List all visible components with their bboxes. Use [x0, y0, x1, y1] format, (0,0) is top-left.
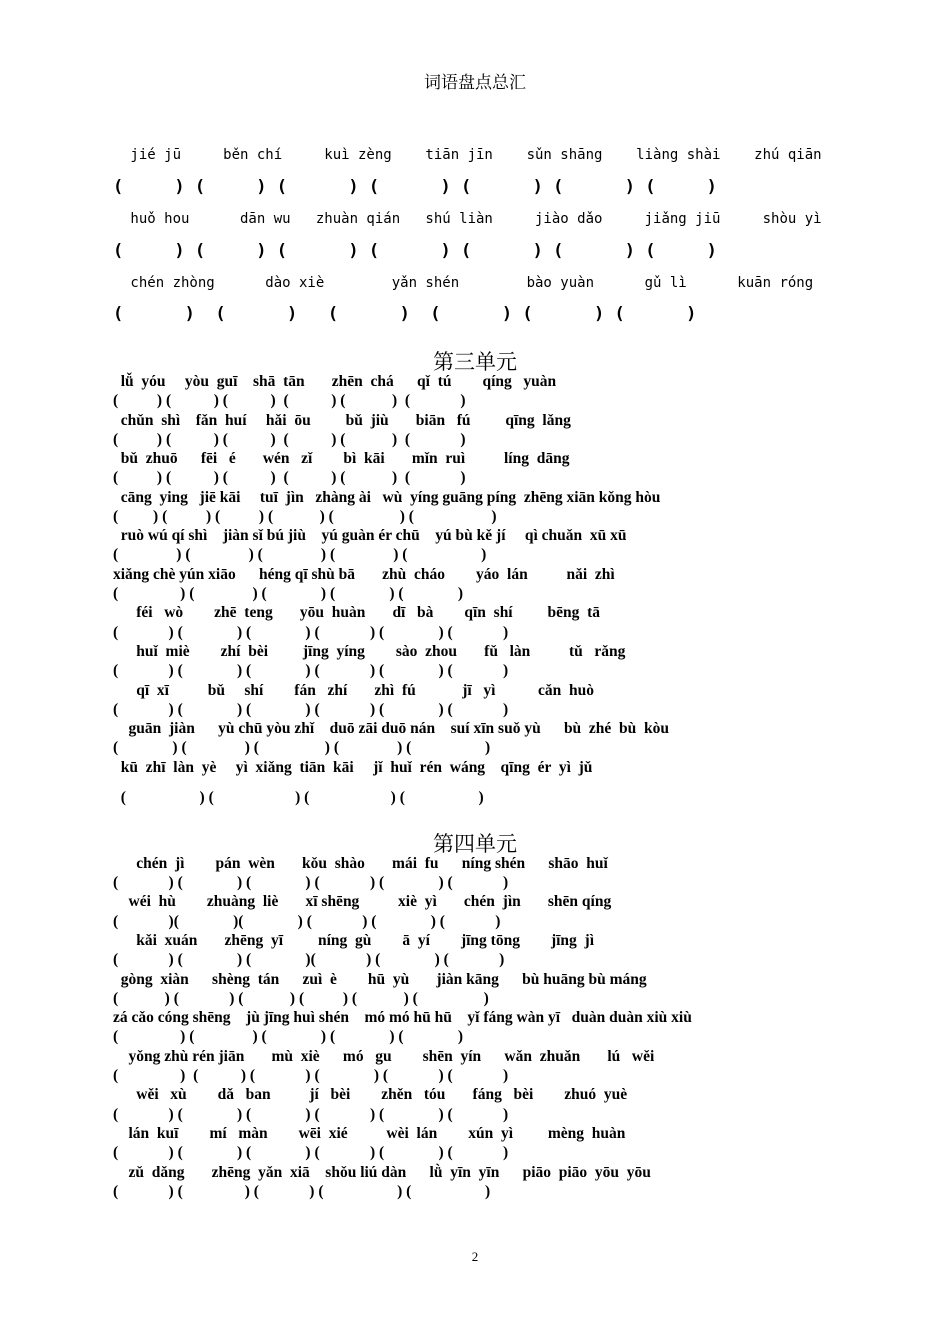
pinyin-line: féi wò zhē teng yōu huàn dī bà qīn shí bēng tā: [113, 604, 601, 621]
pinyin-line: wéi hù zhuàng liè xī shēng xiè yì chén jìn shēn qíng: [113, 893, 612, 910]
answer-brackets-line: ( ) ( ) ( ) ( ): [113, 789, 484, 806]
answer-brackets-line: ( ) ( ) ( ) ( ) ( ) ( ): [113, 662, 509, 679]
answer-brackets-line: ( ) ( ) ( ) ( ) ( ) ( ) ( ): [113, 177, 717, 197]
answer-brackets-line: ( ) ( ) ( ) ( ) ( ) ( ): [113, 624, 509, 641]
pinyin-line: huǐ miè zhí bèi jīng yíng sào zhou fǔ làn tǔ rǎng: [113, 643, 626, 660]
pinyin-line: ruò wú qí shì jiàn sǐ bú jiù yú guàn ér chū yú bù kě jí qì chuǎn xū xū: [113, 527, 627, 544]
answer-brackets-line: ( )( )( ) ( ) ( ) ( ): [113, 913, 501, 930]
pinyin-line: yǒng zhù rén jiān mù xiè mó gu shēn yín wǎn zhuǎn lú wěi: [113, 1048, 655, 1065]
pinyin-line: cāng ying jiē kāi tuī jìn zhàng ài wù yíng guāng píng zhēng xiān kǒng hòu: [113, 489, 661, 506]
answer-brackets-line: ( ) ( ) ( ) ( ) ( ): [113, 1028, 463, 1045]
pinyin-line: lǚ yóu yòu guī shā tān zhēn chá qǐ tú qíng yuàn: [113, 373, 557, 390]
answer-brackets-line: ( ) ( ) ( ) ( ) ( ): [113, 739, 491, 756]
pinyin-line: gòng xiàn shèng tán zuì è hū yù jiàn kāng bù huāng bù máng: [113, 971, 647, 988]
pinyin-line: qī xī bǔ shí fán zhí zhì fú jī yì cǎn huò: [113, 682, 594, 699]
answer-brackets-line: ( ) ( ) ( ) ( ) ( ): [113, 585, 463, 602]
answer-brackets-line: ( ) ( ) ( ) ( ) ( ) ( ): [113, 874, 509, 891]
pinyin-line: wěi xù dǎ ban jí bèi zhěn tóu fáng bèi zhuó yuè: [113, 1086, 628, 1103]
answer-brackets-line: ( ) ( ) ( ) ( ) ( ) ( ): [113, 508, 497, 525]
pinyin-line: xiǎng chè yún xiāo héng qī shù bā zhù cháo yáo lán nǎi zhì: [113, 566, 615, 583]
answer-brackets-line: ( ) ( ) ( ) ( ) ( ) ( ): [113, 431, 466, 448]
answer-brackets-line: ( ) ( ) ( ) ( ) ( ) ( ): [113, 304, 697, 324]
answer-brackets-line: ( ) ( ) ( ) ( ) ( ): [113, 546, 487, 563]
pinyin-line: kū zhī làn yè yì xiǎng tiān kāi jǐ huǐ rén wáng qīng ér yì jǔ: [113, 759, 593, 776]
pinyin-line: kǎi xuán zhēng yī níng gù ā yí jīng tōng jīng jì: [113, 932, 594, 949]
answer-brackets-line: ( ) ( ) ( ) ( ) ( ) ( ): [113, 1106, 509, 1123]
answer-brackets-line: ( ) ( ) ( ) ( ) ( ) ( ): [113, 469, 466, 486]
answer-brackets-line: ( ) ( ) ( )( ) ( ) ( ): [113, 951, 505, 968]
answer-brackets-line: ( ) ( ) ( ) ( ) ( ) ( ) ( ): [113, 241, 717, 261]
answer-brackets-line: ( ) ( ) ( ) ( ) ( ) ( ): [113, 1144, 509, 1161]
pinyin-line: huǒ hou dān wu zhuàn qián shú liàn jiào dǎo jiǎng jiū shòu yì: [122, 211, 822, 227]
answer-brackets-line: ( ) ( ) ( ) ( ) ( ) ( ): [113, 1067, 509, 1084]
pinyin-line: zǔ dǎng zhēng yǎn xiā shǒu liú dàn lǜ yīn yīn piāo piāo yōu yōu: [113, 1164, 651, 1181]
pinyin-line: jié jū běn chí kuì zèng tiān jīn sǔn shāng liàng shài zhú qiān: [122, 147, 822, 163]
pinyin-line: zá cǎo cóng shēng jù jīng huì shén mó mó hū hū yǐ fáng wàn yī duàn duàn xiù xiù: [113, 1009, 692, 1026]
answer-brackets-line: ( ) ( ) ( ) ( ) ( ) ( ): [113, 392, 466, 409]
answer-brackets-line: ( ) ( ) ( ) ( ) ( ) ( ): [113, 990, 489, 1007]
unit-heading-3: 第三单元: [433, 350, 517, 374]
answer-brackets-line: ( ) ( ) ( ) ( ) ( ): [113, 1183, 491, 1200]
page-number: 2: [471, 1249, 479, 1264]
pinyin-line: chén zhòng dào xiè yǎn shén bào yuàn gǔ lì kuān róng: [122, 275, 814, 291]
pinyin-line: chén jì pán wèn kǒu shào mái fu níng shén shāo huǐ: [113, 855, 608, 872]
pinyin-line: chǔn shì fǎn huí hǎi ōu bǔ jiù biān fú qīng lǎng: [113, 412, 571, 429]
pinyin-line: bǔ zhuō fēi é wén zǐ bì kāi mǐn ruì líng dāng: [113, 450, 570, 467]
answer-brackets-line: ( ) ( ) ( ) ( ) ( ) ( ): [113, 701, 509, 718]
unit-heading-4: 第四单元: [433, 832, 517, 856]
pinyin-line: guān jiàn yù chū yòu zhǐ duō zāi duō nán suí xīn suǒ yù bù zhé bù kòu: [113, 720, 670, 737]
page-title: 词语盘点总汇: [424, 73, 526, 93]
pinyin-line: lán kuī mí màn wēi xié wèi lán xún yì mèng huàn: [113, 1125, 626, 1142]
